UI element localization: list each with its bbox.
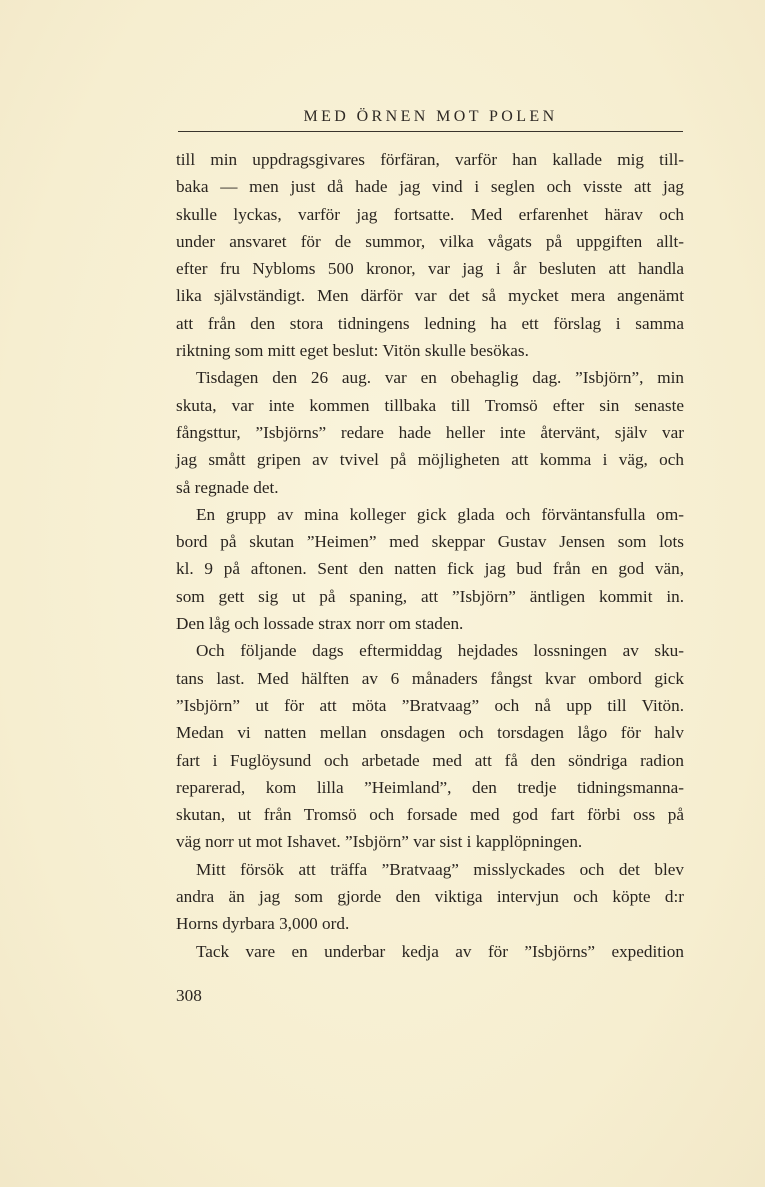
text-line: Tack vare en underbar kedja av för ”Isbjörns” expedition: [196, 941, 684, 961]
text-line: skutan, ut från Tromsö och forsade med god fart förbi oss på: [176, 805, 684, 825]
text-line: som gett sig ut på spaning, att ”Isbjörn” äntligen kommit in.: [176, 586, 684, 606]
text-line: jag smått gripen av tvivel på möjligheten att komma i väg, och: [176, 450, 684, 470]
header-rule: [178, 131, 683, 132]
text-line: så regnade det.: [176, 477, 279, 497]
text-line: fart i Fuglöysund och arbetade med att få den söndriga radion: [176, 750, 684, 770]
text-line: Och följande dags eftermiddag hejdades lossningen av sku-: [196, 641, 684, 661]
text-line: baka — men just då hade jag vind i seglen och visste att jag: [176, 177, 684, 197]
running-head: MED ÖRNEN MOT POLEN: [303, 108, 558, 125]
text-line: till min uppdragsgivares förfäran, varför han kallade mig till-: [176, 150, 684, 169]
text-line: riktning som mitt eget beslut: Vitön skulle besökas.: [176, 341, 529, 361]
text-line: tans last. Med hälften av 6 månaders fångst kvar ombord gick: [176, 668, 684, 688]
text-line: Mitt försök att träffa ”Bratvaag” misslyckades och det blev: [196, 859, 684, 879]
text-line: Medan vi natten mellan onsdagen och torsdagen lågo för halv: [176, 723, 684, 743]
text-line: Tisdagen den 26 aug. var en obehaglig dag. ”Isbjörn”, min: [196, 368, 684, 388]
text-line: under ansvaret för de summor, vilka vågats på uppgiften allt-: [176, 231, 684, 251]
text-line: bord på skutan ”Heimen” med skeppar Gustav Jensen som lots: [176, 532, 684, 552]
text-line: andra än jag som gjorde den viktiga intervjun och köpte d:r: [176, 887, 684, 907]
text-line: skuta, var inte kommen tillbaka till Tromsö efter sin senaste: [176, 395, 684, 415]
text-line: att från den stora tidningens ledning ha ett förslag i samma: [176, 313, 684, 333]
text-line: ”Isbjörn” ut för att möta ”Bratvaag” och nå upp till Vitön.: [176, 695, 684, 715]
text-line: kl. 9 på aftonen. Sent den natten fick jag bud från en god vän,: [176, 559, 684, 579]
text-line: Horns dyrbara 3,000 ord.: [176, 914, 350, 934]
text-line: efter fru Nybloms 500 kronor, var jag i år besluten att handla: [176, 259, 684, 279]
text-line: En grupp av mina kolleger gick glada och förväntansfulla om-: [196, 504, 684, 524]
text-line: fångsttur, ”Isbjörns” redare hade heller inte återvänt, själv var: [176, 422, 684, 442]
body-text: [176, 146, 684, 965]
text-line: lika självständigt. Men därför var det så mycket mera angenämt: [176, 286, 684, 306]
text-line: Den låg och lossade strax norr om staden.: [176, 614, 464, 634]
page-number: 308: [176, 986, 202, 1005]
text-line: reparerad, kom lilla ”Heimland”, den tredje tidningsmanna-: [176, 777, 684, 797]
text-line: skulle lyckas, varför jag fortsatte. Med erfarenhet härav och: [176, 204, 684, 224]
text-line: väg norr ut mot Ishavet. ”Isbjörn” var sist i kapplöpningen.: [176, 832, 583, 852]
